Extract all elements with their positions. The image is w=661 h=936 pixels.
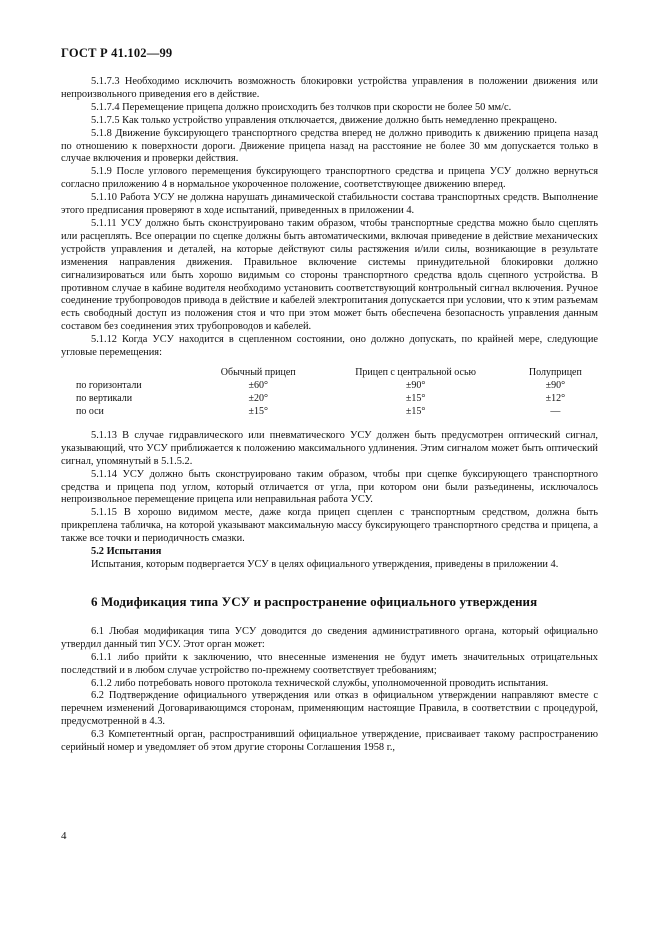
table-header-cell: Полуприцеп xyxy=(528,366,582,378)
table-cell: ±90° xyxy=(545,379,566,391)
table-cell: ±15° xyxy=(405,405,426,417)
table-header-cell: Прицеп с центральной осью xyxy=(355,366,476,378)
table-cell: ±15° xyxy=(405,392,426,404)
table-row-label: по вертикали xyxy=(76,392,133,404)
table-cell: ±60° xyxy=(248,379,268,391)
page-number: 4 xyxy=(61,830,67,842)
paragraph-6-3: 6.3 Компетентный орган, распространивший официальное утверждение, присваивает такому распространению серийный номер и уведомляет об этом другие стороны Соглашения 1958 г., xyxy=(61,729,598,754)
table-header-cell: Обычный прицеп xyxy=(220,366,296,378)
table-cell: ±12° xyxy=(545,392,566,404)
paragraph-6-1-2: 6.1.2 либо потребовать нового протокола технической службы, уполномоченной проводить испытания. xyxy=(91,677,549,689)
table-cell: — xyxy=(550,405,561,417)
table-cell: ±15° xyxy=(248,405,268,417)
paragraph-5-1-11: 5.1.11 УСУ должно быть сконструировано таким образом, чтобы транспортные средства можно было сцеплять или расцеплять. Все операции по сцепке должны быть автоматическими, включая приведение в действие механических устройств управления и деталей, на которые действуют силы растяжения и/или силы, возникающие в результате изменения направления движения. Правильное включение системы принудительной блокировки должно сигнализироваться или быть хорошо видимым со стороны транспортного средства вдоль сцепного устройства. В противном случае в кабине водителя необходимо установить соответствующий контрольный сигнал включения. Ручное соединение трубопроводов привода в действие и кабелей электропитания допускается при условии, что к этим разъемам есть свободный доступ из положения стоя и что при этом может быть обеспечена безопасность управления данным составом без соединения этих трубопроводов и кабелей. xyxy=(61,217,598,333)
table-cell: ±90° xyxy=(405,379,426,391)
paragraph-5-1-8: 5.1.8 Движение буксирующего транспортного средства вперед не должно приводить к движению прицепа назад по отношению к поверхности дороги. Движение прицепа назад на расстояние не более 30 мм допускается только в случае включения и проверки действия. xyxy=(61,127,598,165)
paragraph-6-1: 6.1 Любая модификация типа УСУ доводится до сведения административного органа, который официально утвердил данный тип УСУ. Этот орган может: xyxy=(61,625,598,650)
paragraph-5-1-9: 5.1.9 После углового перемещения буксирующего транспортного средства и прицепа УСУ должно вернуться согласно приложению 4 в нормальное укороченное положение, соответствующее движению вперед. xyxy=(61,166,598,191)
subsection-heading-5-2: 5.2 Испытания xyxy=(91,546,162,558)
table-row-label: по оси xyxy=(76,405,104,417)
table-row xyxy=(61,405,598,418)
angular-movements-table xyxy=(61,366,598,418)
table-cell: ±20° xyxy=(248,392,268,404)
table-row xyxy=(61,379,598,392)
table-header-cell xyxy=(61,366,198,379)
table-row-label: по горизонтали xyxy=(76,379,142,391)
paragraph-5-1-12: 5.1.12 Когда УСУ находится в сцепленном состоянии, оно должно допускать, по крайней мере, следующие угловые перемещения: xyxy=(61,334,598,359)
paragraph-5-1-15: 5.1.15 В хорошо видимом месте, даже когда прицеп сцеплен с транспортным средством, должна быть прикреплена табличка, на которой указывают максимальную массу буксирующего транспортного средства и прицепа, а также все точки и периодичность смазки. xyxy=(61,507,598,545)
paragraph-5-1-10: 5.1.10 Работа УСУ не должна нарушать динамической стабильности состава транспортных средств. Выполнение этого предписания проверяют в ходе испытаний, приведенных в приложении 4. xyxy=(61,192,598,217)
table-row xyxy=(61,392,598,405)
paragraph-5-1-7-3: 5.1.7.3 Необходимо исключить возможность блокировки устройства управления в положении движения или непроизвольного приведения его в действие. xyxy=(61,76,598,100)
paragraph-5-1-7-4: 5.1.7.4 Перемещение прицепа должно происходить без толчков при скорости не более 50 мм/с. xyxy=(91,101,512,113)
document-header: ГОСТ Р 41.102—99 xyxy=(61,46,173,60)
paragraph-6-2: 6.2 Подтверждение официального утверждения или отказ в официальном утверждении направляют вместе с перечнем изменений Договаривающимся сторонам, применяющим настоящие Правила, в соответствии с процедурой, предусмотренной в 4.3. xyxy=(61,690,598,728)
section-heading-6: 6 Модификация типа УСУ и распространение официального утверждения xyxy=(91,593,538,609)
paragraph-5-1-7-5: 5.1.7.5 Как только устройство управления отключается, движение должно быть немедленно прекращено. xyxy=(91,114,558,126)
paragraph-5-1-13: 5.1.13 В случае гидравлического или пневматического УСУ должен быть предусмотрен оптический сигнал, указывающий, что УСУ приближается к положению максимального удлинения. Этим сигналом может быть оптический сигнал, упомянутый в 5.1.5.2. xyxy=(61,429,598,467)
table-header-row xyxy=(61,366,598,379)
paragraph-5-1-14: 5.1.14 УСУ должно быть сконструировано таким образом, чтобы при сцепке буксирующего транспортного средства и прицепа под углом, который отличается от угла, при котором они были разъединены, исключалось непроизвольное перемещение прицепа или неправильная работа УСУ. xyxy=(61,468,598,506)
paragraph-5-2: Испытания, которым подвергается УСУ в целях официального утверждения, приведены в приложении 4. xyxy=(91,559,559,570)
paragraph-6-1-1: 6.1.1 либо прийти к заключению, что внесенные изменения не будут иметь значительных отрицательных последствий и в любом случае устройство по-прежнему соответствует требованиям; xyxy=(61,651,598,676)
document-body xyxy=(61,76,598,755)
